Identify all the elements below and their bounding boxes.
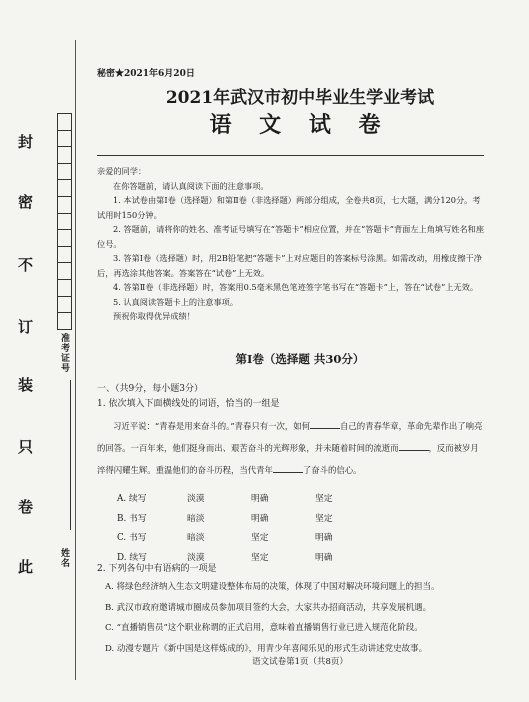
exam-subtitle: 语 文 试 卷 [209, 112, 391, 138]
part-heading: 一、（共9分，每小题3分） [97, 384, 203, 394]
answer-blank-2 [399, 442, 429, 451]
notice-item: 3. 答第Ⅰ卷（选择题）时，用2B铅笔把“答题卡”上对应题目的答案标号涂黑。如需改动，用橡皮擦干净后，再选涂其他答案。答案答在“试卷”上无效。 [97, 253, 482, 278]
exam-title: 2021年武汉市初中毕业生学业考试 [165, 88, 435, 108]
option-word: 淡漠 [187, 552, 205, 563]
seal-char-5: 装 [18, 376, 34, 394]
q2-options [105, 577, 490, 659]
option-word: 坚定 [315, 513, 333, 524]
section-title: 第Ⅰ卷（选择题 共30分） [235, 352, 365, 366]
title-rule [97, 155, 484, 156]
option-label: C. 书写 [117, 533, 147, 544]
q2-option: D. 动漫专题片《新中国是这样炼成的》，用青少年喜闻乐见的形式生动讲述党史故事。 [105, 643, 428, 654]
option-word: 坚定 [315, 494, 333, 505]
q2-option: A. 将绿色经济纳入生态文明建设整体布局的决策，体现了中国对解决环境问题上的担当。 [105, 582, 440, 592]
binding-line [75, 40, 76, 680]
notice-item: 5. 认真阅读答题卡上的注意事项。 [113, 296, 239, 307]
passage-segment: 了奋斗的信心。 [302, 465, 362, 475]
passage-segment: ，反而被岁月淬得闪耀生辉。重温他们的奋斗历程，当代青年 [97, 443, 479, 475]
option-word: 明确 [251, 513, 269, 524]
option-row [117, 488, 375, 508]
option-word: 坚定 [251, 533, 269, 544]
ticket-number-boxes [57, 113, 72, 330]
notice-greeting: 亲爱的同学： [97, 166, 147, 176]
seal-char-8: 此 [18, 558, 34, 576]
option-label: A. 续写 [117, 494, 147, 505]
q1-stem: 1. 依次填入下面横线处的词语，恰当的一组是 [97, 399, 280, 409]
notice-block [97, 164, 487, 324]
option-row [117, 508, 375, 528]
option-word: 坚定 [251, 552, 269, 563]
notice-item: 4. 答第Ⅱ卷（非选择题）时，答案用0.5毫米黑色笔迹签字笔书写在“答题卡”上，答在“试卷”上无效。 [113, 282, 479, 292]
seal-char-3: 不 [18, 256, 34, 274]
answer-blank-3 [273, 464, 303, 473]
name-line [70, 380, 71, 530]
answer-blank-1 [310, 420, 340, 429]
q2-option: B. 武汉市政府邀请城市圈成员参加项目签约大会，大家共办招商活动，共享发展机遇。 [105, 602, 432, 613]
seal-char-2: 密 [18, 193, 34, 211]
q2-stem: 2. 下列各句中有语病的一项是 [97, 564, 217, 574]
option-label: D. 续写 [117, 552, 147, 563]
notice-intro: 在你答题前，请认真阅读下面的注意事项。 [113, 180, 269, 191]
option-row [117, 527, 375, 547]
q1-passage [97, 415, 487, 481]
notice-item: 1. 本试卷由第Ⅰ卷（选择题）和第Ⅱ卷（非选择题）两部分组成，全卷共8页，七大题，满分120分。考试用时150分钟。 [97, 195, 481, 220]
page-footer: 语文试卷第1页（共8页） [252, 657, 348, 667]
option-word: 淡漠 [187, 494, 205, 505]
seal-char-6: 只 [18, 438, 34, 456]
q2-option: C. “直播销售员”这个职业称谓的正式启用，意味着直播销售行业已进入规范化阶段。 [105, 623, 423, 633]
ticket-number-label: 准考证号 [59, 333, 69, 373]
seal-char-1: 封 [18, 133, 34, 151]
option-word: 暗淡 [187, 513, 205, 524]
notice-closing: 预祝你取得优异成绩！ [113, 311, 195, 321]
seal-char-4: 订 [18, 318, 34, 336]
passage-segment: 自己的青春华章，革命先辈作出了响亮的回答。一百年来，他们挺身而出、艰苦奋斗的光辉形象，并未随着时间的流逝而 [97, 421, 483, 453]
option-label: B. 书写 [117, 513, 147, 524]
option-word: 明确 [315, 552, 333, 563]
name-label: 姓名 [59, 548, 69, 568]
secret-line: 秘密★2021年6月20日 [97, 69, 195, 79]
notice-item: 2. 答题前，请将你的姓名、准考证号填写在“答题卡”相应位置，并在“答题卡”背面左上角填写姓名和座位号。 [97, 224, 485, 249]
option-word: 明确 [315, 533, 333, 544]
seal-char-7: 卷 [18, 498, 34, 516]
q1-options [117, 488, 375, 566]
option-word: 暗淡 [187, 533, 205, 544]
option-word: 明确 [251, 494, 269, 505]
passage-segment: 习近平说：“青春是用来奋斗的。”青春只有一次，如何 [113, 421, 310, 431]
